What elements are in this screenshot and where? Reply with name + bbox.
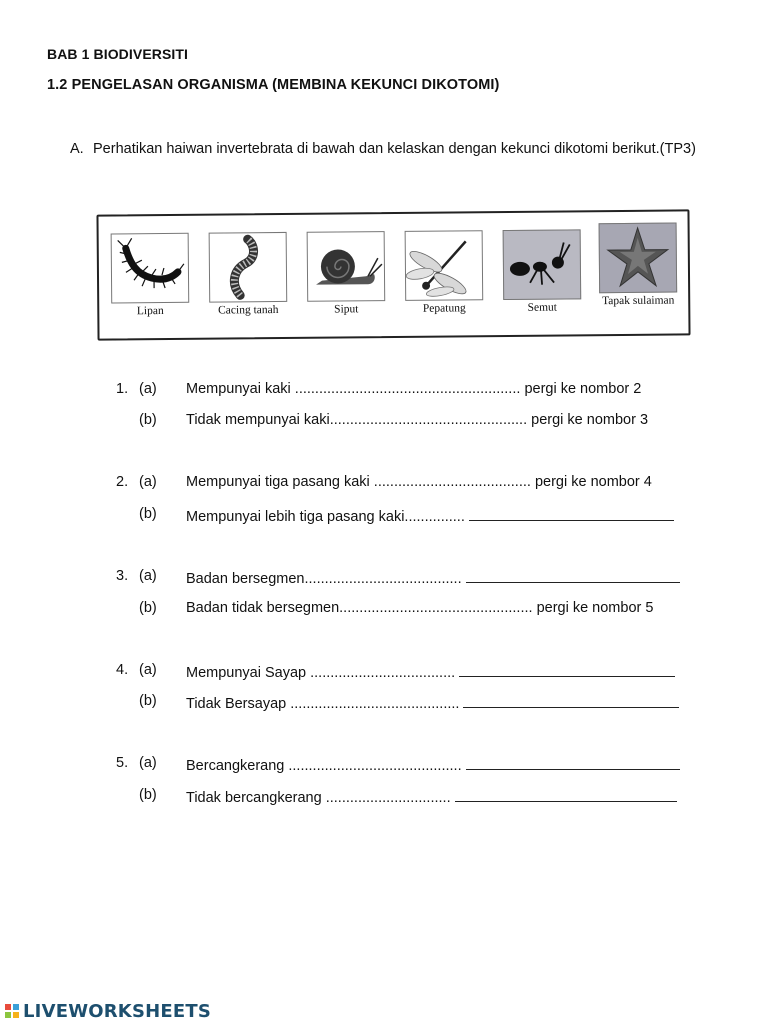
instruction	[70, 138, 722, 160]
answer-blank-3a[interactable]	[466, 568, 680, 583]
key-option: (b)	[139, 600, 157, 616]
snail-icon	[307, 231, 386, 302]
key-text	[186, 506, 674, 525]
key-row-5a	[0, 755, 768, 775]
key-number: 4.	[116, 662, 129, 678]
key-row-2b	[0, 506, 768, 526]
key-destination: pergi ke nombor 4	[534, 474, 652, 490]
key-row-5b	[0, 787, 768, 807]
key-option: (a)	[139, 474, 157, 490]
key-number: 2.	[116, 474, 129, 490]
key-statement: Mempunyai kaki ........................................................	[186, 381, 521, 397]
section-title: 1.2 PENGELASAN ORGANISMA (MEMBINA KEKUNCI DIKOTOMI)	[47, 77, 500, 93]
logo-text: LIVEWORKSHEETS	[23, 1000, 212, 1022]
liveworksheets-logo[interactable]	[4, 998, 211, 1024]
starfish-icon	[599, 223, 678, 294]
key-text	[186, 693, 679, 712]
key-text	[186, 662, 675, 681]
ant-icon	[503, 229, 582, 300]
logo-square	[12, 1011, 20, 1019]
key-statement: Badan bersegmen.......................................	[186, 571, 462, 587]
key-destination: pergi ke nombor 3	[531, 412, 649, 428]
logo-square	[4, 1003, 12, 1011]
key-statement: Mempunyai Sayap ....................................	[186, 665, 456, 681]
key-destination: pergi ke nombor 5	[536, 600, 654, 616]
key-text	[186, 381, 641, 397]
key-statement: Bercangkerang ...........................................	[186, 758, 462, 774]
logo-square	[12, 1003, 20, 1011]
animal-label-siput: Siput	[334, 303, 359, 316]
key-row-4b	[0, 693, 768, 713]
key-row-3b	[0, 600, 768, 620]
key-statement: Mempunyai lebih tiga pasang kaki...............	[186, 509, 465, 525]
animal-label-cacing-tanah: Cacing tanah	[218, 304, 279, 317]
key-row-1a	[0, 381, 768, 401]
key-statement: Badan tidak bersegmen................................................	[186, 600, 533, 616]
answer-blank-2b[interactable]	[469, 506, 674, 521]
key-option: (b)	[139, 506, 157, 522]
key-statement: Tidak mempunyai kaki.................................................	[186, 412, 528, 428]
animal-card-siput	[307, 231, 386, 316]
chapter-title: BAB 1 BIODIVERSITI	[47, 46, 189, 62]
animal-label-pepatung: Pepatung	[422, 302, 466, 315]
key-text	[186, 600, 653, 616]
answer-blank-5a[interactable]	[466, 755, 680, 770]
key-option: (a)	[139, 381, 157, 397]
key-text	[186, 568, 680, 587]
key-option: (b)	[139, 787, 157, 803]
answer-blank-4b[interactable]	[463, 693, 679, 708]
key-row-3a	[0, 568, 768, 588]
animal-card-cacing-tanah	[209, 232, 288, 317]
animal-picture-panel	[96, 209, 690, 340]
animal-label-tapak-sulaiman: Tapak sulaiman	[602, 294, 675, 308]
instruction-letter: A.	[70, 141, 84, 157]
answer-blank-5b[interactable]	[455, 787, 677, 802]
liveworksheets-logo-icon	[4, 1003, 20, 1019]
key-text	[186, 787, 677, 806]
animal-label-semut: Semut	[527, 301, 558, 314]
animal-card-lipan	[111, 233, 190, 318]
key-option: (a)	[139, 662, 157, 678]
key-option: (b)	[139, 693, 157, 709]
key-text	[186, 474, 652, 490]
key-statement: Tidak Bersayap ..........................................	[186, 696, 460, 712]
key-destination: pergi ke nombor 2	[524, 381, 642, 397]
dragonfly-icon	[405, 230, 484, 301]
animal-card-tapak-sulaiman	[599, 223, 678, 308]
key-row-1b	[0, 412, 768, 432]
key-statement: Mempunyai tiga pasang kaki .......................................	[186, 474, 531, 490]
key-text	[186, 755, 680, 774]
logo-square	[4, 1011, 12, 1019]
key-number: 5.	[116, 755, 129, 771]
key-row-2a	[0, 474, 768, 494]
animal-label-lipan: Lipan	[136, 305, 164, 318]
animal-card-pepatung	[405, 230, 484, 315]
key-option: (a)	[139, 755, 157, 771]
key-row-4a	[0, 662, 768, 682]
key-option: (b)	[139, 412, 157, 428]
earthworm-icon	[209, 232, 288, 303]
instruction-text: Perhatikan haiwan invertebrata di bawah dan kelaskan dengan kekunci dikotomi berikut.(TP3)	[93, 141, 696, 157]
animal-card-semut	[503, 229, 582, 314]
centipede-icon	[111, 233, 190, 304]
key-statement: Tidak bercangkerang ...............................	[186, 790, 451, 806]
answer-blank-4a[interactable]	[459, 662, 675, 677]
key-text	[186, 412, 648, 428]
key-option: (a)	[139, 568, 157, 584]
key-number: 1.	[116, 381, 129, 397]
key-number: 3.	[116, 568, 129, 584]
